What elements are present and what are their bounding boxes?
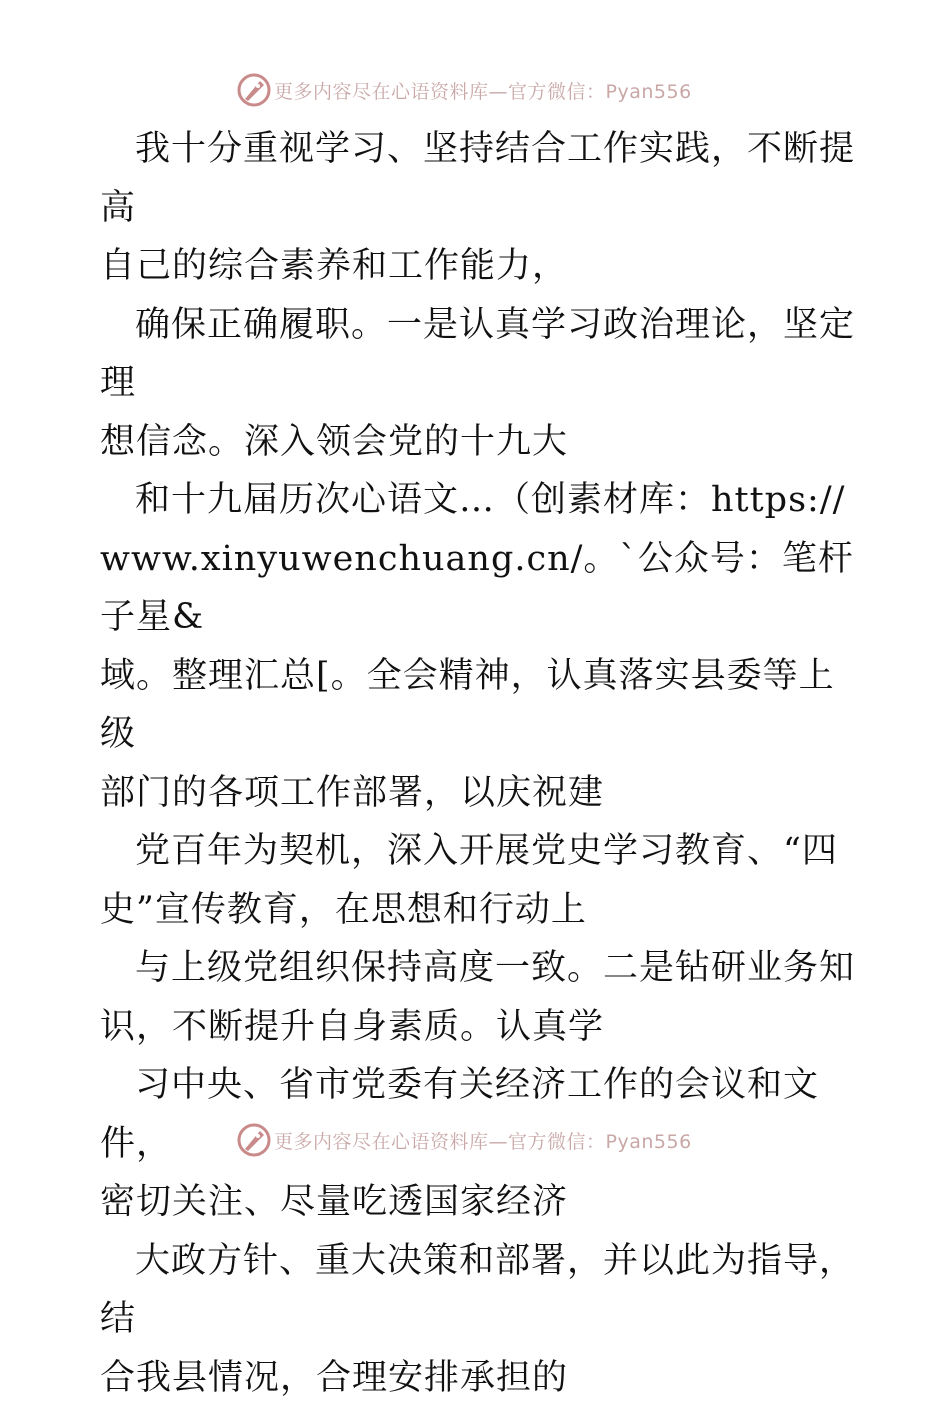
text-line: 和十九届历次心语文…（创素材库：https:// (100, 471, 860, 530)
text-line: 史”宣传教育，在思想和行动上 (100, 881, 860, 940)
text-line: 域。整理汇总[。全会精神，认真落实县委等上级 (100, 647, 860, 764)
text-line: 大政方针、重大决策和部署，并以此为指导，结 (100, 1232, 860, 1349)
text-line: 党百年为契机，深入开展党史学习教育、“四 (100, 822, 860, 881)
header-watermark-banner (236, 70, 692, 110)
text-line: 确保正确履职。一是认真学习政治理论，坚定理 (100, 296, 860, 413)
footer-banner-text: 更多内容尽在心语资料库—官方微信：Pyan556 (274, 1127, 692, 1154)
text-line: 我十分重视学习、坚持结合工作实践，不断提高 (100, 120, 860, 237)
footer-watermark-banner (236, 1120, 692, 1160)
text-line: 合我县情况，合理安排承担的 (100, 1349, 860, 1407)
text-line: 与上级党组织保持高度一致。二是钻研业务知 (100, 939, 860, 998)
text-line: 习中央、省市党委有关经济工作的会议和文件， (100, 1056, 860, 1173)
text-line: 部门的各项工作部署，以庆祝建 (100, 764, 860, 823)
text-line: 识，不断提升自身素质。认真学 (100, 998, 860, 1057)
text-line: 想信念。深入领会党的十九大 (100, 413, 860, 472)
pen-nib-circle-icon (236, 1122, 272, 1158)
document-body (100, 120, 860, 1407)
text-line: 密切关注、尽量吃透国家经济 (100, 1173, 860, 1232)
header-banner-text: 更多内容尽在心语资料库—官方微信：Pyan556 (274, 77, 692, 104)
pen-nib-circle-icon (236, 72, 272, 108)
text-line: www.xinyuwenchuang.cn/。`公众号：笔杆子星& (100, 530, 860, 647)
text-line: 自己的综合素养和工作能力， (100, 237, 860, 296)
